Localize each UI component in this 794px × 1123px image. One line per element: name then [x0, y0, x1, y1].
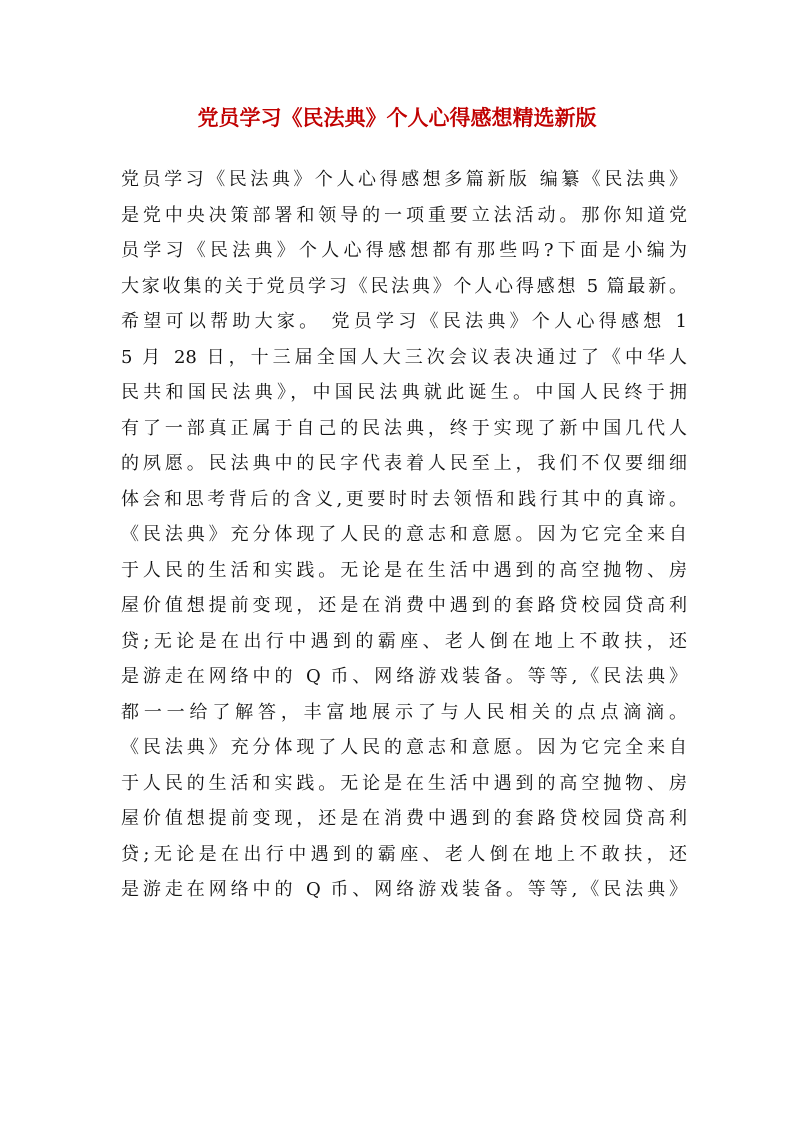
body-line: 大家收集的关于党员学习《民法典》个人心得感想 5 篇最新。 — [121, 275, 687, 297]
body-line: 于人民的生活和实践。无论是在生活中遇到的高空抛物、房 — [121, 772, 687, 794]
body-line: 屋价值想提前变现，还是在消费中遇到的套路贷校园贷高利 — [121, 808, 687, 829]
body-line: 党员学习《民法典》个人心得感想多篇新版 编纂《民法典》 — [121, 169, 687, 190]
body-line: 贷;无论是在出行中遇到的霸座、老人倒在地上不敢扶，还 — [121, 630, 687, 652]
body-line: 都一一给了解答，丰富地展示了与人民相关的点点滴滴。 — [121, 701, 687, 723]
body-line: 有了一部真正属于自己的民法典，终于实现了新中国几代人 — [121, 417, 687, 439]
body-line: 《民法典》充分体现了人民的意志和意愿。因为它完全来自 — [121, 524, 687, 545]
body-line: 于人民的生活和实践。无论是在生活中遇到的高空抛物、房 — [121, 559, 687, 581]
body-line: 希望可以帮助大家。 党员学习《民法典》个人心得感想 1 — [121, 311, 687, 332]
body-line: 屋价值想提前变现，还是在消费中遇到的套路贷校园贷高利 — [121, 595, 687, 616]
body-line: 5 月 28 日，十三届全国人大三次会议表决通过了《中华人 — [121, 346, 687, 368]
document-title: 党员学习《民法典》个人心得感想精选新版 — [197, 105, 597, 130]
body-line: 民共和国民法典》，中国民法典就此诞生。中国人民终于拥 — [121, 382, 687, 403]
body-line: 贷;无论是在出行中遇到的霸座、老人倒在地上不敢扶，还 — [121, 843, 687, 865]
body-line: 是游走在网络中的 Q 币、网络游戏装备。等等,《民法典》 — [121, 879, 687, 900]
document-body — [121, 162, 687, 908]
body-line: 员学习《民法典》个人心得感想都有那些吗?下面是小编为 — [121, 240, 687, 261]
body-line: 是游走在网络中的 Q 币、网络游戏装备。等等,《民法典》 — [121, 666, 687, 687]
body-line: 体会和思考背后的含义,更要时时去领悟和践行其中的真谛。 — [121, 488, 687, 510]
body-line: 的夙愿。民法典中的民字代表着人民至上，我们不仅要细细 — [121, 453, 687, 474]
body-line: 《民法典》充分体现了人民的意志和意愿。因为它完全来自 — [121, 737, 687, 758]
body-line: 是党中央决策部署和领导的一项重要立法活动。那你知道党 — [121, 204, 687, 226]
